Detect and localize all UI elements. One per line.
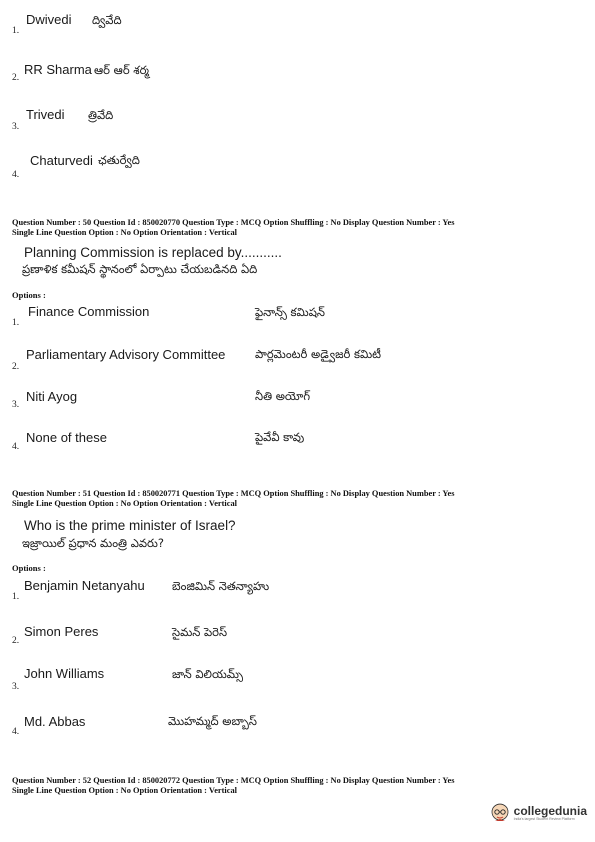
mascot-icon: [489, 799, 511, 828]
option-number: 4.: [12, 727, 20, 737]
option-telugu: మొహమ్మద్ అబ్బాస్: [168, 714, 257, 728]
option-english: Benjamin Netanyahu: [24, 578, 145, 593]
question-text-telugu: ప్రణాళిక కమీషన్ స్థానంలో ఏర్పాటు చేయబడినది ఏది: [22, 262, 258, 276]
options-label: Options :: [12, 563, 46, 573]
brand-name: collegedunia: [513, 804, 587, 818]
option-telugu: బెంజిమిన్ నెతన్యాహు: [172, 579, 270, 593]
question-meta-line: Question Number : 52 Question Id : 850020772 Question Type : MCQ Option Shuffling : No Display Question Number : Yes: [12, 776, 455, 785]
question-meta-line: Single Line Question Option : No Option Orientation : Vertical: [12, 499, 237, 508]
question-meta-line: Question Number : 51 Question Id : 850020771 Question Type : MCQ Option Shuffling : No Display Question Number : Yes: [12, 489, 455, 498]
option-english: Finance Commission: [28, 304, 150, 319]
option-telugu: పార్లమెంటరీ అడ్వైజరీ కమిటీ: [255, 347, 382, 361]
option-number: 2.: [12, 73, 20, 83]
option-number: 2.: [12, 636, 20, 646]
option-telugu: ద్వివేది: [92, 13, 122, 27]
option-number: 3.: [12, 682, 20, 692]
option-telugu: ఛతుర్వేది: [98, 153, 140, 167]
option-number: 4.: [12, 442, 20, 452]
option-english: Chaturvedi: [30, 153, 93, 168]
question-text: Who is the prime minister of Israel?: [24, 518, 236, 533]
option-telugu: ఫైనాన్స్ కమిషన్: [255, 305, 325, 319]
question-meta-line: Single Line Question Option : No Option Orientation : Vertical: [12, 786, 237, 795]
option-number: 1.: [12, 318, 20, 328]
option-telugu: ఆర్ ఆర్ శర్మ: [94, 63, 150, 77]
collegedunia-logo: [489, 799, 587, 828]
brand-tagline: India's largest Student Review Platform: [513, 817, 575, 821]
option-telugu: జాన్ విలియమ్స్: [172, 667, 244, 681]
option-telugu: పైవేవీ కావు: [255, 430, 305, 444]
option-english: Trivedi: [26, 107, 65, 122]
option-telugu: నీతి అయోగ్: [255, 389, 311, 403]
option-telugu: త్రివేది: [88, 108, 114, 122]
option-english: Md. Abbas: [24, 714, 86, 729]
option-telugu: సైమన్ పెరెస్: [172, 625, 228, 639]
option-english: RR Sharma: [24, 62, 92, 77]
question-text-telugu: ఇజ్రాయిల్ ప్రధాన మంత్రి ఎవరు?: [22, 536, 164, 550]
option-number: 4.: [12, 170, 20, 180]
option-english: Dwivedi: [26, 12, 72, 27]
option-number: 1.: [12, 592, 20, 602]
option-number: 2.: [12, 362, 20, 372]
option-number: 3.: [12, 400, 20, 410]
option-english: Simon Peres: [24, 624, 99, 639]
option-english: John Williams: [24, 666, 105, 681]
question-text: Planning Commission is replaced by...........: [24, 245, 282, 260]
option-number: 1.: [12, 26, 20, 36]
question-meta-line: Question Number : 50 Question Id : 850020770 Question Type : MCQ Option Shuffling : No Display Question Number : Yes: [12, 218, 455, 227]
option-english: None of these: [26, 430, 107, 445]
question-meta-line: Single Line Question Option : No Option Orientation : Vertical: [12, 228, 237, 237]
options-label: Options :: [12, 290, 46, 300]
option-english: Niti Ayog: [26, 389, 78, 404]
option-english: Parliamentary Advisory Committee: [26, 347, 226, 362]
option-number: 3.: [12, 122, 20, 132]
